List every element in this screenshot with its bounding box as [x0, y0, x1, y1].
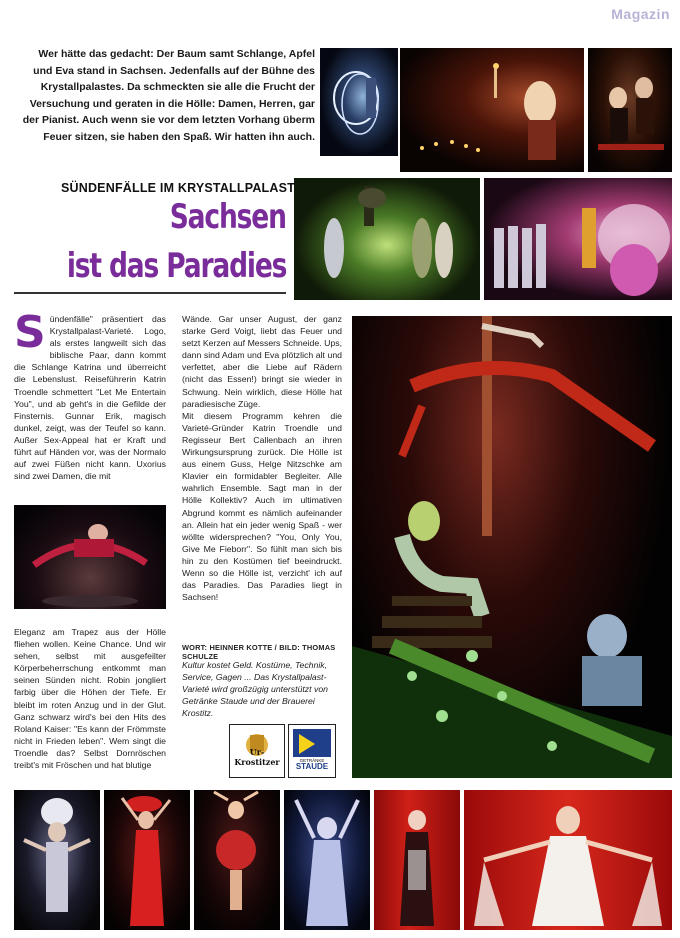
photo-puppeteer [294, 178, 480, 300]
staude-logo-text: STAUDE [295, 762, 329, 771]
photo-bottom-2 [104, 790, 190, 930]
staude-logo-top: GETRÄNKE [299, 758, 325, 763]
photo-bottom-5 [374, 790, 460, 930]
photo-dancer-rings [320, 48, 398, 156]
article-col1-text: ündenfälle" präsentiert das Krystallpalast-Varieté. Logo, als erstes langweilt sich das biblische Paar, dann kommt die Schlange Katrina und überreicht die Lebenslust. Reiseführerin Katrin Troendle schmettert "Let Me Entertain You", und ab geht's in die Gefilde der Finsternis. Gunnar Erik, magisch dunkel, zeigt, was der Teufel so kann. Außer Sex-Appeal hat er Kraft und führt auf Händen vor, was der Normalo auf zwei Füßen nicht kann. Uxorius sind zwei Damen, die mit [14, 314, 166, 482]
dropcap: S [14, 313, 46, 358]
credit-line: WORT: HEINNER KOTTE / BILD: THOMAS SCHULZE [182, 643, 336, 661]
kicker: SÜNDENFÄLLE IM KRYSTALLPALAST [60, 181, 295, 195]
article-column2: Wände. Gar unser August, der ganz starke Gerd Voigt, liebt das Feuer und setzt Kerzen auf Messers Schneide. Ups, dann sind Adam und Eva plötzlich alt und verfettet, aber die Liebe auf Rädern (nicht das Essen!) bringt sie wieder in Schwung. Nein wirklich, diese Hölle hat paradiesische Züge. Mit diesem Programm kehren die Varieté-Gründer Katrin Troendle und Regisseur Bert Callenbach an ihren Wirkungsursprung zurück. Die Hölle ist aus einem Guss, Helge Nitzschke am Klavier ein formidabler Begleiter. Alle wahrlich Ensemble. Sagt man in der Hölle Kollektiv? Auch im ultimativen Abgrund kommt es nämlich aufeinander an. Allein hat ein jeder wenig Spaß - wer wöllte widersprechen? "You, Only You, Give Me Fieborr". So fühlt man sich bis hin zu den Kostümen tief beeindruckt. Wenn so die Hölle ist, verzicht' ich auf das Paradies. Das Paradies liegt in Sachsen! [182, 314, 342, 603]
headline-line1: Sachsen [169, 197, 286, 237]
photo-bottom-3 [194, 790, 280, 930]
photo-bottom-6 [464, 790, 672, 930]
photo-bottom-1 [14, 790, 100, 930]
photo-duo-stage [588, 48, 672, 172]
article-column1-bottom: Eleganz am Trapez aus der Hölle fliehen wollen. Keine Chance. Und wir sehen, selbst mit ausgefeilter Körperbeherrschung entkommt man seinen Sünden nicht. Robin jongliert farbig über die Höhen der Tiefe. Er bleibt im roten Anzug und in der Glut. Ganz schwarz wird's bei den Hits des Roland Kaiser: "Es kann der Frömmste nicht in Frieden leben". Wem singt die Troendle das? Selbst Dornröschen treibt's mit Fröschen und hat blutige [14, 627, 166, 771]
photo-hell-scene [352, 316, 672, 778]
photo-trapeze [14, 505, 166, 609]
article-column1-top [14, 313, 166, 503]
intro-text: Wer hätte das gedacht: Der Baum samt Schlange, Apfel und Eva stand in Sachsen. Jedenfalls auf der Bühne des Krystallpalastes. Da schmeckten sie alle die Frucht der Versuchung und geraten in die Hölle: Damen, Herren, gar der Pianist. Auch wenn sie vor dem letzten Vorhang überm Feuer sitzen, sie haben den Spaß. Wir hatten ihn auch. [22, 48, 315, 143]
photo-ensemble-pink [484, 178, 672, 300]
krostitzer-logo-text: Ur-Krostitzer [234, 747, 280, 767]
section-label: Magazin [611, 6, 670, 22]
staude-logo [288, 724, 336, 778]
headline-rule [14, 292, 286, 294]
krostitzer-logo [229, 724, 285, 778]
headline-line2: ist das Paradies [66, 246, 286, 286]
photo-bottom-4 [284, 790, 370, 930]
sponsor-note: Kultur kostet Geld. Kostüme, Technik, Service, Gagen ... Das Krystallpalast-Varieté wird großzügig unterstützt von Getränke Staude und der Brauerei Krostitz. [182, 660, 328, 719]
photo-candles [400, 48, 584, 172]
